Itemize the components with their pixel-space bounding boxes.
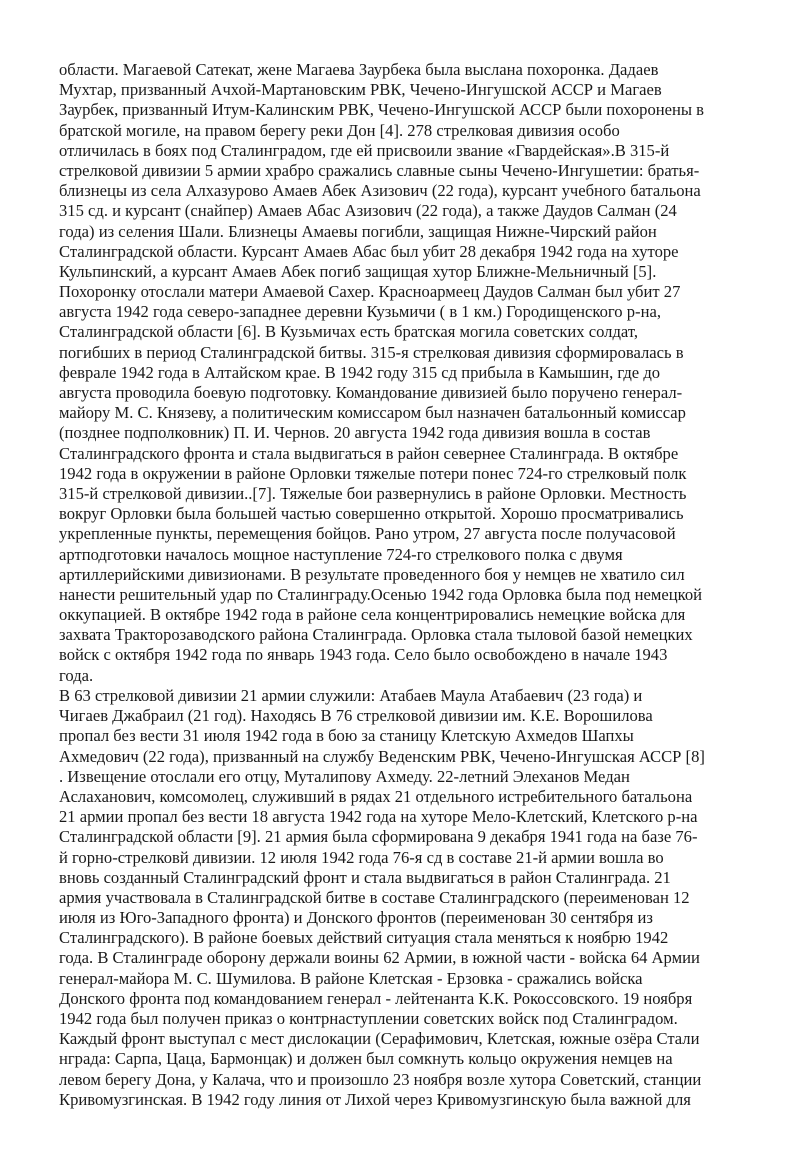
text-line: года) из селения Шали. Близнецы Амаевы погибли, защищая Нижне-Чирский район [59,221,657,241]
text-line: оккупацией. В октябре 1942 года в районе села концентрировались немецкие войска для [59,605,686,625]
text-line: стрелковой дивизии 5 армии храбро сражались славные сыны Чечено-Ингушетии: братья- [59,160,700,180]
text-line: . Извещение отослали его отцу, Муталипову Ахмеду. 22-летний Элеханов Медан [59,766,630,786]
text-line: генерал-майора М. С. Шумилова. В районе Клетская - Ерзовка - сражались войска [59,968,643,988]
text-line: 315-й стрелковой дивизии..[7]. Тяжелые бои развернулись в районе Орловки. Местность [59,483,687,503]
text-line: близнецы из села Алхазурово Амаев Абек Азизович (22 года), курсант учебного батальона [59,181,701,201]
text-line: войск с октября 1942 года по январь 1943 года. Село было освобождено в начале 1943 [59,645,668,665]
text-line: июля из Юго-Западного фронта) и Донского фронтов (переименован 30 сентября из [59,908,653,928]
text-line: майору М. С. Князеву, а политическим комиссаром был назначен батальонный комиссар [59,403,686,423]
text-line: Кульпинский, а курсант Амаев Абек погиб защищая хутор Ближне-Мельничный [5]. [59,261,657,281]
text-line: пропал без вести 31 июля 1942 года в бою за станицу Клетскую Ахмедов Шапхы [59,726,634,746]
text-line: братской могиле, на правом берегу реки Дон [4]. 278 стрелковая дивизия особо [59,120,620,140]
text-line: Кривомузгинская. В 1942 году линия от Лихой через Кривомузгинскую была важной для [59,1089,691,1109]
text-line: отличилась в боях под Сталинградом, где ей присвоили звание «Гвардейская».В 315-й [59,140,670,160]
text-line: Чигаев Джабраил (21 год). Находясь В 76 стрелковой дивизии им. К.Е. Ворошилова [59,706,653,726]
text-line: Мухтар, призванный Ачхой-Мартановским РВК, Чечено-Ингушской АССР и Магаев [59,80,662,100]
text-line: 1942 года в окружении в районе Орловки тяжелые потери понес 724-го стрелковый полк [59,463,687,483]
text-line: Сталинградской области [6]. В Кузьмичах есть братская могила советских солдат, [59,322,638,342]
text-line: Сталинградской области. Курсант Амаев Абас был убит 28 декабря 1942 года на хуторе [59,241,679,261]
text-line: Донского фронта под командованием генерал - лейтенанта К.К. Рокоссовского. 19 ноября [59,988,693,1008]
paragraph-1 [59,60,749,686]
text-line: 315 сд. и курсант (снайпер) Амаев Абас Азизович (22 года), а также Даудов Салман (24 [59,201,677,221]
text-line: нграда: Сарпа, Цаца, Бармонцак) и должен был сомкнуть кольцо окружения немцев на [59,1049,673,1069]
paragraph-2 [59,686,749,1110]
text-line: области. Магаевой Сатекат, жене Магаева Заурбека была выслана похоронка. Дадаев [59,60,659,79]
text-line: августа проводила боевую подготовку. Командование дивизией было поручено генерал- [59,383,683,402]
text-line: 1942 года был получен приказ о контрнаступлении советских войск под Сталинградом. [59,1009,678,1028]
text-line: Сталинградского фронта и стала выдвигаться в район севернее Сталинграда. В октябре [59,443,679,463]
text-line: захвата Тракторозаводского района Сталинграда. Орловка стала тыловой базой немецких [59,625,693,645]
text-line: Аслаханович, комсомолец, служивший в рядах 21 отдельного истребительного батальона [59,786,693,806]
text-line: феврале 1942 года в Алтайском крае. В 1942 году 315 сд прибыла в Камышин, где до [59,362,661,382]
text-line: левом берегу Дона, у Калача, что и произошло 23 ноября возле хутора Советский, станции [59,1069,702,1089]
text-line: 21 армии пропал без вести 18 августа 1942 года на хуторе Мело-Клетский, Клетского р-на [59,807,698,827]
text-line: нанести решительный удар по Сталинграду.Осенью 1942 года Орловка была под немецкой [59,584,703,604]
text-line: й горно-стрелковй дивизии. 12 июля 1942 года 76-я сд в составе 21-й армии вошла во [59,847,664,867]
text-line: Заурбек, призванный Итум-Калинским РВК, Чечено-Ингушской АССР были похоронены в [59,100,704,120]
text-line: вокруг Орловки была большей частью совершенно открытой. Хорошо просматривались [59,504,684,524]
text-line: года. В Сталинграде оборону держали воины 62 Армии, в южной части - войска 64 Армии [59,948,700,968]
text-line: Сталинградского). В районе боевых действий ситуация стала меняться к ноябрю 1942 [59,928,669,948]
text-line: августа 1942 года северо-западнее деревни Кузьмичи ( в 1 км.) Городищенского р-на, [59,302,661,322]
text-line: погибших в период Сталинградской битвы. 315-я стрелковая дивизия сформировалась в [59,342,684,362]
text-line: вновь созданный Сталинградский фронт и стала выдвигаться в район Сталинграда. 21 [59,867,671,887]
text-line: В 63 стрелковой дивизии 21 армии служили: Атабаев Маула Атабаевич (23 года) и [59,686,643,705]
text-line: Похоронку отослали матери Амаевой Сахер. Красноармеец Даудов Салман был убит 27 [59,282,681,302]
text-line: Ахмедович (22 года), призванный на службу Веденским РВК, Чечено-Ингушская АССР [8] [59,746,705,766]
text-line: армия участвовала в Сталинградской битве в составе Сталинградского (переименован 12 [59,887,690,907]
text-line: Каждый фронт выступал с мест дислокации (Серафимович, Клетская, южные озёра Стали [59,1029,700,1049]
text-line: укрепленные пункты, перемещения бойцов. Рано утром, 27 августа после получасовой [59,524,676,544]
text-line: (позднее подполковник) П. И. Чернов. 20 августа 1942 года дивизия вошла в состав [59,423,651,443]
text-line: года. [59,665,94,685]
text-line: артподготовки началось мощное наступление 724-го стрелкового полка с двумя [59,544,623,564]
text-line: артиллерийскими дивизионами. В результате проведенного боя у немцев не хватило сил [59,564,685,584]
text-line: Сталинградской области [9]. 21 армия была сформирована 9 декабря 1941 года на базе 76- [59,827,698,847]
